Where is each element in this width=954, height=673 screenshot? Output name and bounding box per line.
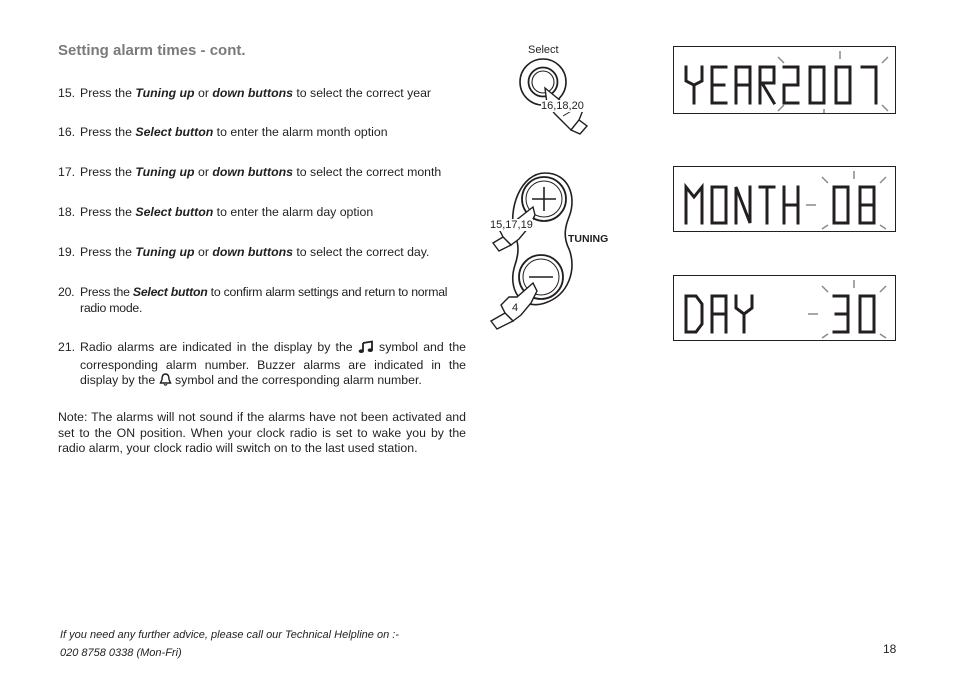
page-title: Setting alarm times - cont. xyxy=(58,42,246,59)
button-name: Tuning up xyxy=(135,245,195,259)
step-number: 21. xyxy=(58,340,76,354)
step-15: 15. Press the Tuning up or down buttons to select the correct year xyxy=(58,86,432,100)
select-label: Select xyxy=(528,44,559,56)
step-19: 19. Press the Tuning up or down buttons to select the correct day. xyxy=(58,245,430,259)
lcd-month-value xyxy=(834,187,874,223)
tuning-buttons-figure xyxy=(485,165,580,337)
tuning-up-steps-label: 15,17,19 xyxy=(490,219,533,231)
step-number: 15. xyxy=(58,86,76,100)
button-name: Select button xyxy=(132,285,208,299)
step-number: 19. xyxy=(58,245,76,259)
bell-icon xyxy=(159,373,172,391)
page-number: 18 xyxy=(883,642,897,656)
lcd-day-value xyxy=(834,296,874,332)
select-button-cap xyxy=(529,68,558,97)
select-steps-label: 16,18,20 xyxy=(541,100,584,112)
lcd-day-readout xyxy=(674,276,895,340)
button-name: Select button xyxy=(135,205,214,219)
lcd-display-day xyxy=(673,275,896,341)
step-number: 16. xyxy=(58,125,76,139)
note-text: Note: The alarms will not sound if the alarms have not been activated and set to the ON position. When your clock radio is set to wake you by the radio alarm, your clock radio will switch on to the last used station. xyxy=(58,410,466,455)
music-note-icon xyxy=(358,341,374,358)
lcd-display-month xyxy=(673,166,896,232)
step-number: 17. xyxy=(58,165,76,179)
tuning-label: TUNING xyxy=(568,233,609,245)
lcd-month-readout xyxy=(674,167,895,231)
step-17: 17. Press the Tuning up or down buttons to select the correct month xyxy=(58,165,442,179)
lcd-month-label xyxy=(686,187,798,223)
step-21: 21. Radio alarms are indicated in the display by the symbol and the corresponding alarm number. Buzzer alarms are indicated in the display by the symbol and the corresponding alarm number. xyxy=(58,340,466,391)
lcd-day-label xyxy=(686,296,752,332)
lcd-year-readout xyxy=(674,47,895,113)
button-name: Tuning up xyxy=(135,165,195,179)
step-number: 18. xyxy=(58,205,76,219)
lcd-display-year xyxy=(673,46,896,114)
lcd-year-value xyxy=(784,67,876,103)
step-18: 18. Press the Select button to enter the alarm day option xyxy=(58,205,374,219)
step-16: 16. Press the Select button to enter the alarm month option xyxy=(58,125,388,139)
step-number: 20. xyxy=(58,285,75,299)
lcd-year-label xyxy=(686,67,774,103)
tuning-down-steps-label: 4 xyxy=(512,302,519,314)
button-name: Select button xyxy=(135,125,214,139)
helpline-text: If you need any further advice, please call our Technical Helpline on :- xyxy=(60,629,399,641)
step-20: 20. Press the Select button to confirm alarm settings and return to normal radio mode. xyxy=(58,285,448,315)
helpline-number: 020 8758 0338 (Mon-Fri) xyxy=(60,647,182,659)
button-name: Tuning up xyxy=(135,86,195,100)
select-button-figure xyxy=(495,58,605,138)
button-name: down buttons xyxy=(212,245,293,259)
button-name: down buttons xyxy=(212,165,293,179)
button-name: down buttons xyxy=(212,86,293,100)
